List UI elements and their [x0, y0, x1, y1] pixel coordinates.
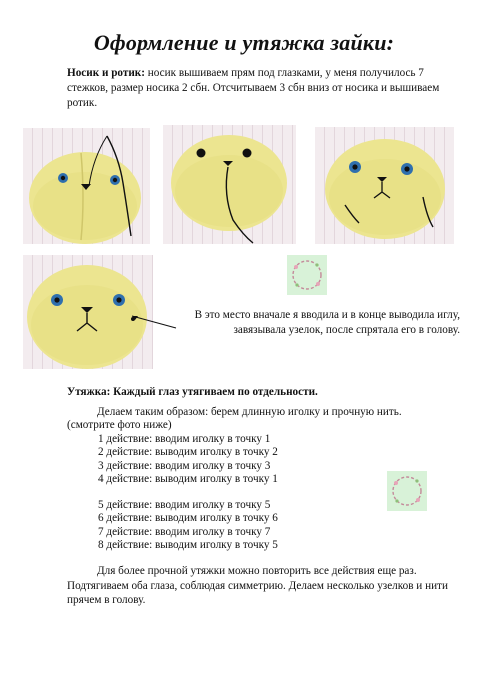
step-item: 2 действие: выводим иголку в точку 2 [98, 446, 278, 459]
tightening-heading: Утяжка: Каждый глаз утягиваем по отдельности. [67, 386, 318, 398]
intro-paragraph [67, 66, 462, 111]
step-item: 1 действие: вводим иголку в точку 1 [98, 433, 271, 445]
tightening-outro-rest: Подтягиваем оба глаза, соблюдая симметрию. Делаем несколько узелков и нити прячем в голову. [67, 579, 448, 607]
step-item: 5 действие: вводим иголку в точку 5 [98, 499, 271, 511]
author-stamp-logo [387, 471, 427, 511]
author-stamp-logo [287, 255, 327, 295]
step-item: 8 действие: выводим иголку в точку 5 [98, 539, 278, 552]
photo-mouth-stitching [315, 127, 454, 244]
tightening-intro-line2: (смотрите фото ниже) [67, 419, 172, 432]
step-item: 4 действие: выводим иголку в точку 1 [98, 473, 278, 486]
photo-nose-done [163, 125, 296, 244]
intro-text: носик вышиваем прям под глазками, у меня получилось 7 стежков, размер носика 2 сбн. Отсчитываем 3 сбн вниз от носика и вышиваем ротик. [67, 67, 440, 109]
intro-label: Носик и ротик: [67, 67, 145, 79]
page-title: Оформление и утяжка зайки: [93, 30, 395, 55]
tightening-outro-line1: Для более прочной утяжки можно повторить все действия еще раз. [97, 565, 417, 577]
needle-note [170, 308, 460, 338]
steps-group-1 [98, 433, 278, 487]
tightening-intro [67, 406, 457, 433]
tightening-intro-line1: Делаем таким образом: берем длинную иголку и прочную нить. [97, 406, 402, 418]
step-item: 3 действие: вводим иголку в точку 3 [98, 459, 271, 472]
photo-nose-stitching [23, 128, 150, 244]
steps-group-2 [98, 499, 278, 553]
needle-note-line1: В это место вначале я вводила и в конце выводила иглу, [194, 309, 460, 321]
step-item: 7 действие: вводим иголку в точку 7 [98, 525, 271, 538]
tightening-outro [67, 564, 462, 608]
step-item: 6 действие: выводим иголку в точку 6 [98, 512, 278, 525]
needle-note-line2: завязывала узелок, после спрятала его в голову. [233, 324, 460, 336]
